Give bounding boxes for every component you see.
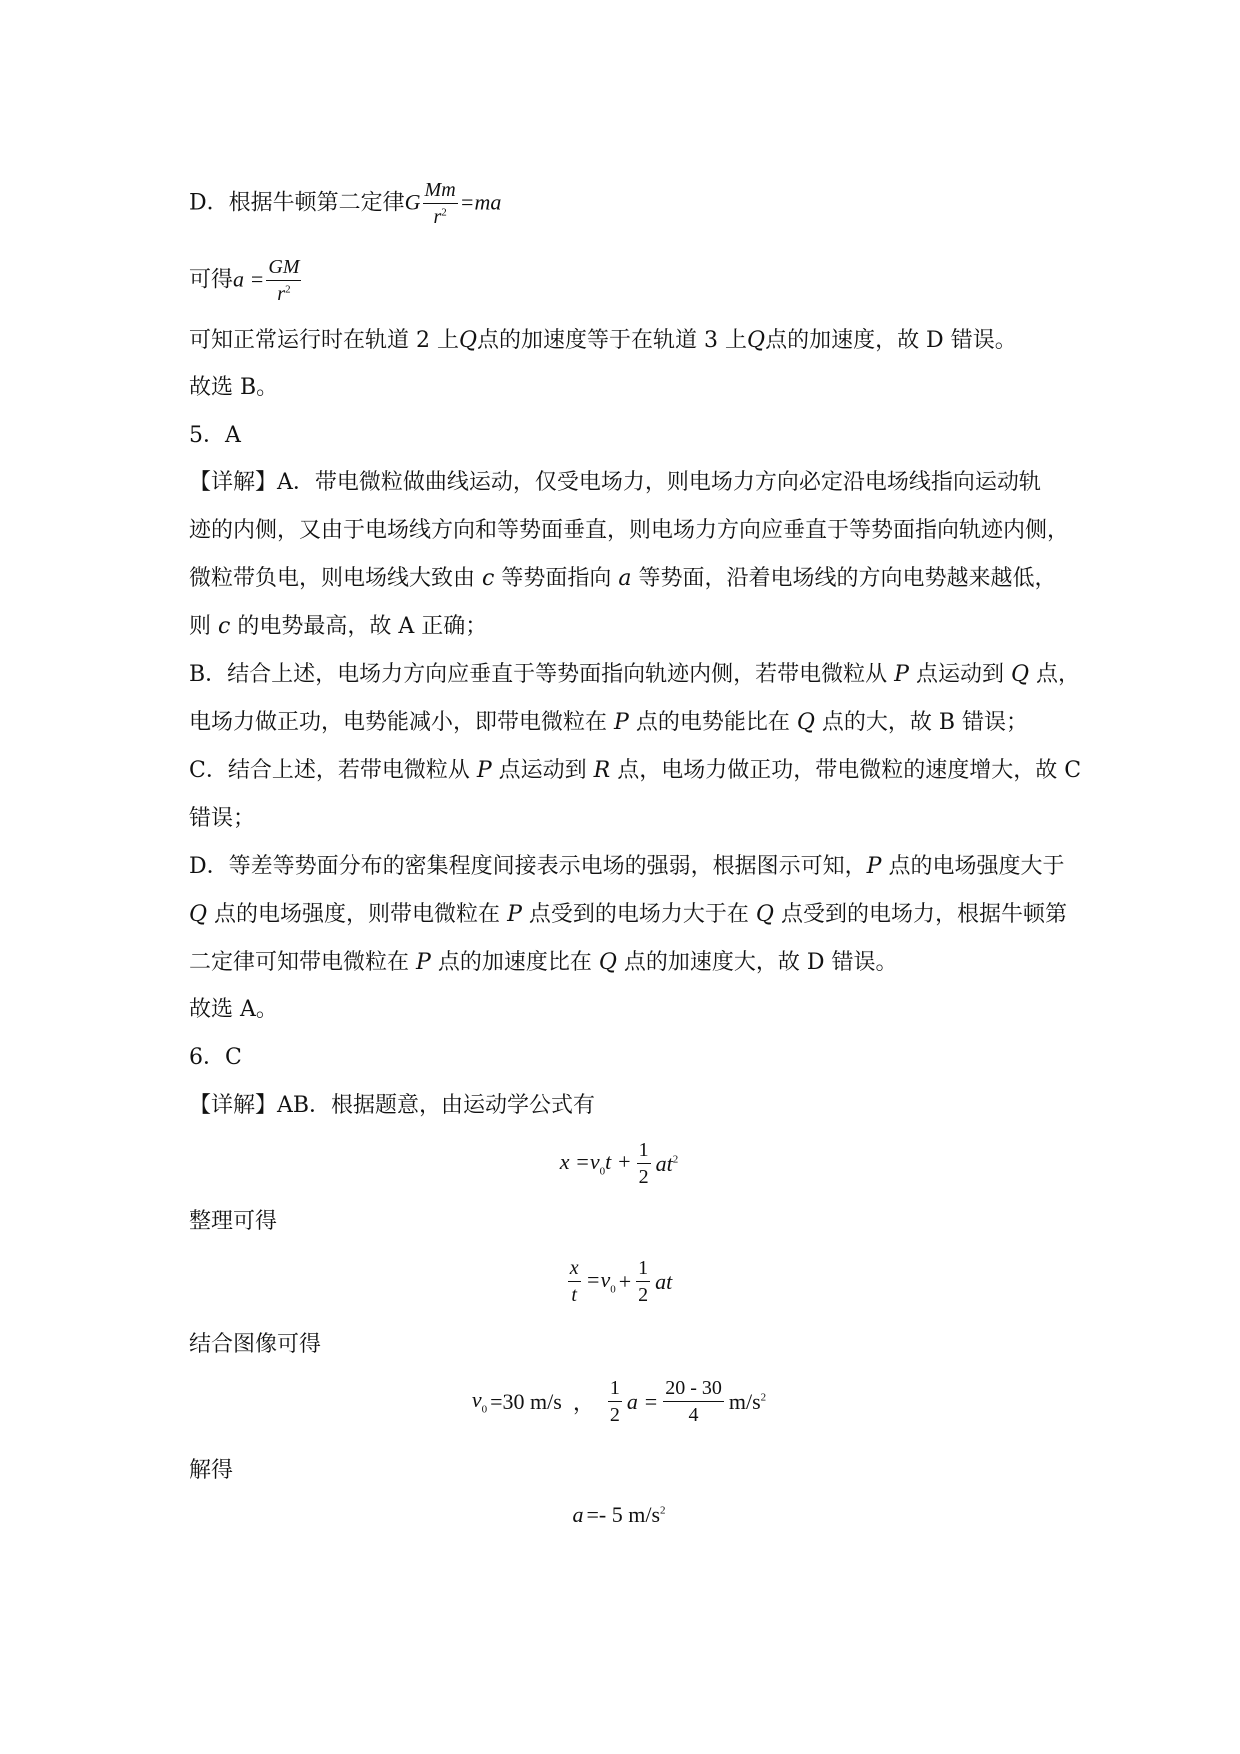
q5-explanation-b-line2: 电场力做正功，电势能减小，即带电微粒在 P 点的电势能比在 Q 点的大，故 B 错误；	[189, 710, 1029, 735]
select-b-line: 故选 B。	[189, 375, 279, 400]
x-over-t-fraction: $\frac{x}{t}$	[569, 1257, 579, 1306]
half-fraction-3: $\frac{1}{2}$	[609, 1377, 620, 1426]
jiehe-text: 结合图像可得	[189, 1332, 322, 1357]
acceleration-formula-line	[189, 257, 303, 304]
kinematics-equation: $x =v_0t$ + $\frac{1}{2}$ $at^2$	[559, 1139, 679, 1188]
q5-explanation-d-line3: 二定律可知带电微粒在 P 点的加速度比在 Q 点的加速度大，故 D 错误。	[189, 950, 898, 975]
q5-explanation-a-line1: 【详解】A．带电微粒做曲线运动，仅受电场力，则电场力方向必定沿电场线指向运动轨	[189, 470, 1041, 495]
newton-law-text: D．根据牛顿第二定律	[189, 190, 405, 216]
q5-explanation-c-line2: 错误；	[189, 806, 256, 831]
q5-explanation-c-line1: C．结合上述，若带电微粒从 P 点运动到 R 点，电场力做正功，带电微粒的速度增大，故 C	[189, 758, 1082, 783]
half-fraction: $\frac{1}{2}$	[638, 1139, 649, 1188]
q5-explanation-d-line2: Q 点的电场强度，则带电微粒在 P 点受到的电场力大于在 Q 点受到的电场力，根据牛顿第	[189, 902, 1067, 927]
q5-explanation-b-line1: B．结合上述，电场力方向应垂直于等势面指向轨迹内侧，若带电微粒从 P 点运动到 Q 点，	[189, 662, 1081, 687]
jiede-text: 解得	[189, 1458, 234, 1483]
keyi-text: 可得	[189, 267, 234, 293]
slope-fraction: $\frac{20 - 30}{4}$	[665, 1377, 722, 1426]
newton-law-rhs: =ma	[459, 189, 502, 215]
velocity-equation: $\frac{x}{t}$ $=v_0$ + $\frac{1}{2}$ at	[569, 1257, 673, 1306]
acceleration-result: a =- 5 $m/s^2$	[572, 1502, 666, 1527]
newton-law-line	[189, 180, 501, 227]
acceleration-lhs: a =	[233, 266, 265, 292]
graph-values-equation: $v_0$ =30 m/s ， $\frac{1}{2}$ a = $\frac{20 - 30}{4}$ $m/s^2$	[471, 1377, 767, 1426]
q5-explanation-a-line3: 微粒带负电，则电场线大致由 c 等势面指向 a 等势面，沿着电场线的方向电势越来越低，	[189, 566, 1057, 591]
gravitational-constant: G	[404, 189, 421, 215]
q5-explanation-a-line4: 则 c 的电势最高，故 A 正确；	[189, 614, 488, 639]
conclusion-d-line: 可知正常运行时在轨道 2 上Q点的加速度等于在轨道 3 上Q点的加速度，故 D 错误。	[189, 328, 1017, 353]
question-6-answer: 6．C	[189, 1045, 242, 1070]
mass-over-r-squared-fraction: $\frac{Mm}{r^2}$	[424, 179, 456, 228]
gm-over-r-squared-fraction: $\frac{GM}{r^2}$	[268, 256, 300, 305]
q5-explanation-d-line1: D．等差等势面分布的密集程度间接表示电场的强弱，根据图示可知，P 点的电场强度大于	[189, 854, 1065, 879]
question-5-answer: 5．A	[189, 423, 241, 448]
q6-explanation-ab: 【详解】AB．根据题意，由运动学公式有	[189, 1093, 596, 1118]
q5-explanation-a-line2: 迹的内侧，又由于电场线方向和等势面垂直，则电场力方向应垂直于等势面指向轨迹内侧，	[189, 518, 1070, 543]
select-a-line: 故选 A。	[189, 997, 278, 1022]
zhengli-text: 整理可得	[189, 1209, 278, 1234]
half-fraction-2: $\frac{1}{2}$	[638, 1257, 649, 1306]
